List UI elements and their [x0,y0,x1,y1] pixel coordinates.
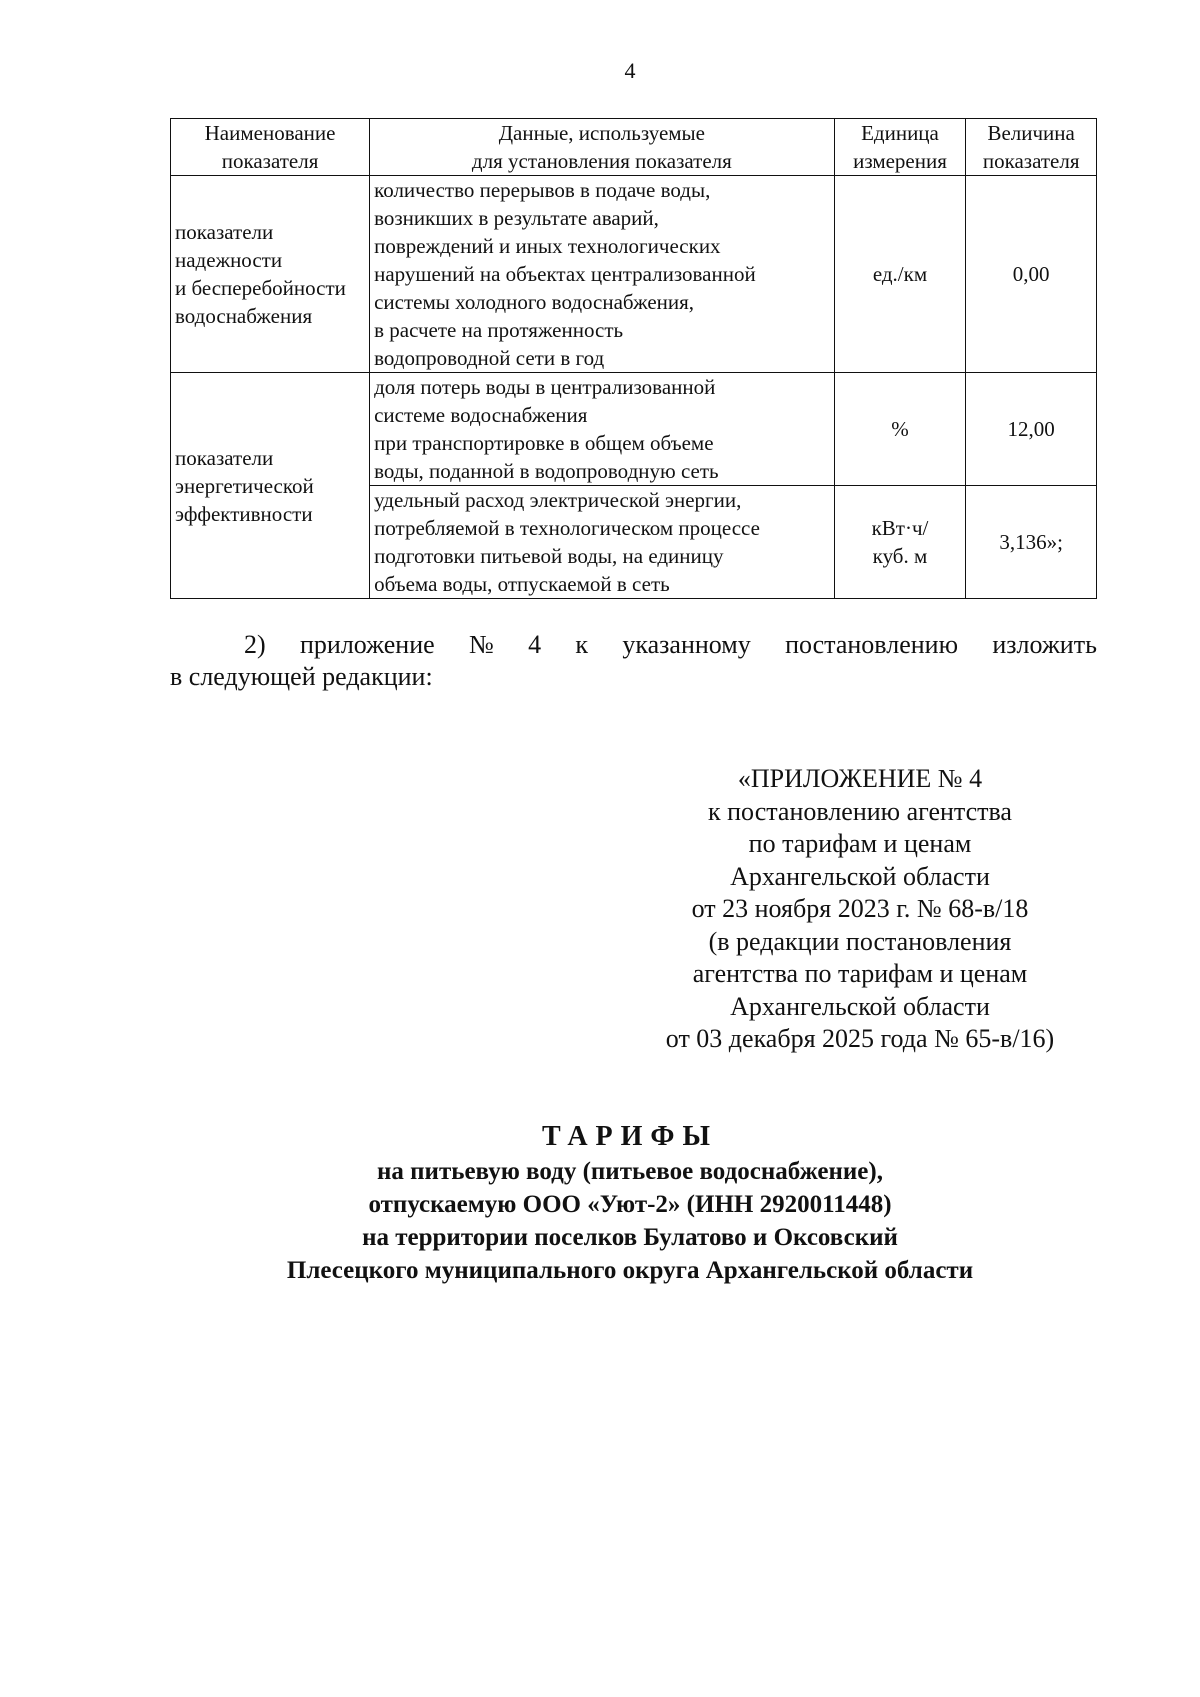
indicator-value: 0,00 [966,176,1097,373]
appendix-line: агентства по тарифам и ценам [692,959,1028,988]
name-line: эффективности [175,501,313,526]
appendix-line: к постановлению агентства [708,796,1012,826]
appendix-line: Архангельской области [730,861,990,891]
name-line: водоснабжения [175,304,313,328]
data-line: водопроводной сети в год [374,346,605,370]
name-line: и бесперебойности [175,276,346,300]
data-line: удельный расход электрической энергии, [374,488,742,512]
tariffs-heading: ТАРИФЫ [542,1121,718,1152]
unit-line: % [891,417,909,441]
data-line: потребляемой в технологическом процессе [374,516,760,540]
data-line: повреждений и иных технологических [374,234,721,258]
appendix-block [640,763,1080,1056]
name-line: показатели [175,220,274,244]
header-data [370,119,835,176]
data-line: объема воды, отпускаемой в сеть [374,572,670,596]
paragraph-word: к [575,630,589,659]
appendix-line: (в редакции постановления [708,926,1012,956]
table-row [171,176,1097,373]
unit-line: кВт·ч/ [871,516,929,540]
paragraph-word: приложение [299,630,435,659]
data-line: доля потерь воды в централизованной [374,375,716,399]
header-unit-line: Единица [861,121,939,145]
data-line: при транспортировке в общем объеме [374,431,714,455]
paragraph-word: 2) [244,630,266,659]
header-data-line: Данные, используемые [498,121,705,145]
tariffs-title-block [150,1120,1110,1287]
tariffs-line: на питьевую воду (питьевое водоснабжение), [377,1158,883,1185]
header-name-line: показателя [221,149,319,173]
appendix-line: Архангельской области [730,991,990,1021]
data-line: системе водоснабжения [374,403,588,427]
data-line: воды, поданной в водопроводную сеть [374,459,719,483]
paragraph-line-1 [170,629,1097,661]
table-header-row [171,119,1097,176]
indicator-name [171,176,370,373]
appendix-line: по тарифам и ценам [748,829,972,858]
appendix-line: «ПРИЛОЖЕНИЕ № 4 [737,764,983,793]
data-line: в расчете на протяженность [374,318,624,342]
page-number: 4 [624,58,636,83]
header-value-line: Величина [987,121,1075,145]
paragraph-word: изложить [992,630,1097,659]
name-line: показатели [175,445,274,470]
appendix-line: от 03 декабря 2025 года № 65-в/16) [665,1024,1055,1053]
indicator-unit [834,373,966,486]
paragraph-word: указанному [622,630,751,659]
data-line: подготовки питьевой воды, на единицу [374,544,724,568]
table-row [171,373,1097,486]
paragraph-word: № [468,630,494,659]
data-line: нарушений на объектах централизованной [374,262,756,286]
tariffs-line: на территории поселков Булатово и Оксовский [362,1224,898,1251]
unit-line: ед./км [872,262,928,286]
header-data-line: для установления показателя [471,149,732,173]
paragraph-word: постановлению [785,630,958,659]
header-unit-line: измерения [853,149,947,173]
name-line: надежности [175,248,283,272]
data-line: количество перерывов в подаче воды, [374,178,711,202]
header-value-line: показателя [982,149,1080,173]
paragraph-line-2: в следующей редакции: [170,662,433,691]
data-line: возникших в результате аварий, [374,206,659,230]
indicator-data [370,486,835,599]
indicator-unit [834,176,966,373]
tariffs-line: отпускаемую ООО «Уют-2» (ИНН 2920011448) [368,1191,892,1218]
indicator-data [370,176,835,373]
tariffs-line: Плесецкого муниципального округа Архангельской области [286,1257,974,1284]
indicator-unit [834,486,966,599]
appendix-line: от 23 ноября 2023 г. № 68-в/18 [691,894,1029,923]
amendment-paragraph [170,629,1097,693]
header-name [171,119,370,176]
indicator-data [370,373,835,486]
header-unit [834,119,966,176]
paragraph-word: 4 [528,630,542,659]
indicators-table [170,118,1097,599]
header-name-line: Наименование [204,121,336,145]
indicator-value: 3,136»; [966,486,1097,599]
data-line: системы холодного водоснабжения, [374,290,695,314]
header-value [966,119,1097,176]
unit-line: куб. м [872,544,928,568]
indicator-name [171,373,370,599]
name-line: энергетической [175,473,314,498]
indicator-value: 12,00 [966,373,1097,486]
